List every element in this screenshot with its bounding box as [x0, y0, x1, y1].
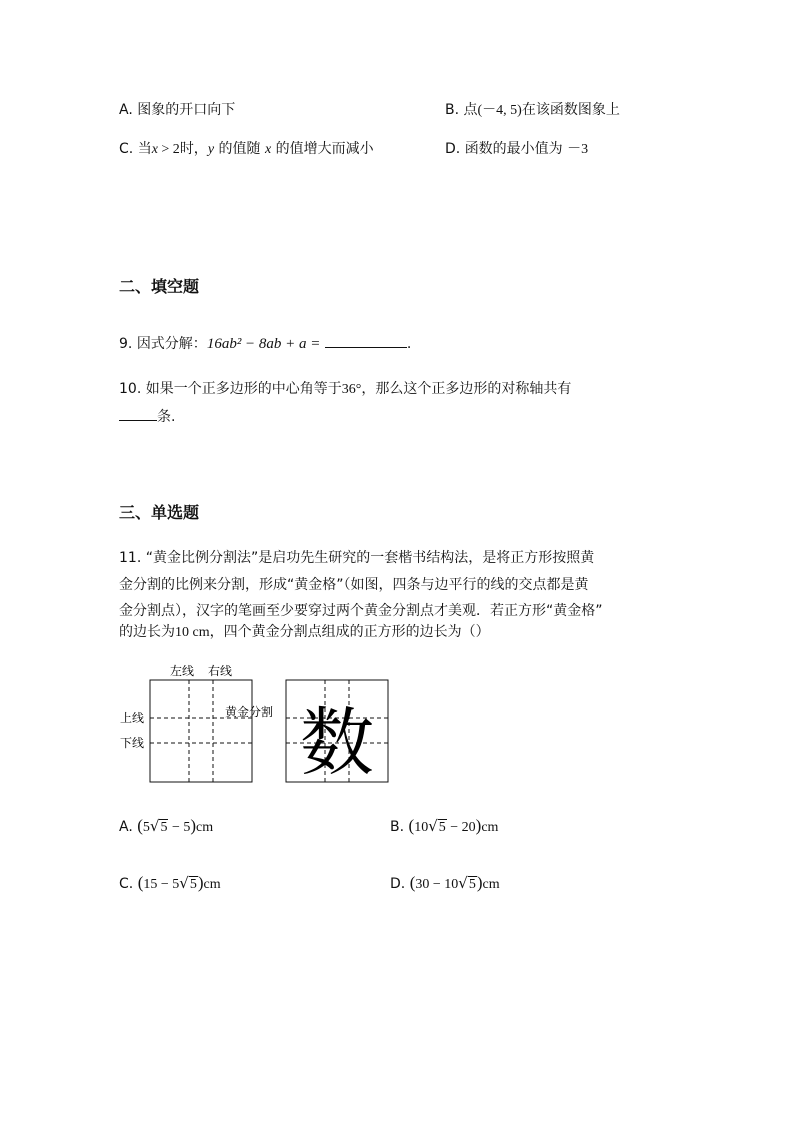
- q11-option-c: [119, 873, 221, 895]
- question-11-line4: [119, 622, 490, 643]
- option-letter: D.: [445, 141, 461, 157]
- q11-option-b: [390, 816, 498, 838]
- question-9: [119, 333, 411, 354]
- paren-open: (: [137, 873, 144, 892]
- option-text: 时，: [179, 141, 208, 157]
- paren-open: (: [137, 816, 143, 835]
- option-letter: A.: [119, 819, 133, 835]
- math-cond: > 2: [157, 142, 180, 157]
- answer-blank[interactable]: [119, 406, 157, 421]
- unit: cm: [196, 820, 214, 835]
- label-top-line: 上线: [120, 711, 145, 725]
- q11-option-a: [119, 816, 213, 838]
- option-letter: A.: [119, 102, 133, 118]
- question-text: ，四个黄金分割点组成的正方形的边长为（）: [209, 624, 490, 640]
- math-head: 15 − 5: [143, 877, 180, 892]
- punctuation: .: [406, 336, 412, 352]
- label-golden-section: 黄金分割: [225, 705, 274, 719]
- sqrt-symbol: √5: [458, 874, 476, 892]
- option-text: 图象的开口向下: [137, 102, 236, 118]
- sqrt-symbol: √5: [149, 817, 168, 835]
- question-text: 10. 如果一个正多边形的中心角等于: [119, 381, 342, 397]
- paren-close: ): [190, 816, 197, 835]
- section-title-fill-blank: 二、填空题: [119, 277, 200, 296]
- paren-open: (: [409, 873, 416, 892]
- paren-close: ): [197, 873, 204, 892]
- question-11-line3: 金分割点），汉字的笔画至少要穿过两个黄金分割点才美观．若正方形“黄金格”: [119, 603, 603, 619]
- point-coordinates: (－4, 5): [477, 103, 522, 118]
- math-value: 36°: [341, 382, 362, 397]
- paren-open: (: [408, 816, 415, 835]
- math-tail: − 20: [446, 820, 476, 835]
- math-coef: 10: [414, 820, 429, 835]
- label-right-line: 右线: [208, 664, 233, 678]
- answer-blank[interactable]: [325, 333, 407, 348]
- q8-option-d: [445, 139, 588, 160]
- math-var: x: [264, 142, 272, 157]
- math-coef: 5: [142, 820, 150, 835]
- q8-option-c: [119, 139, 374, 160]
- q8-option-a: [119, 100, 235, 120]
- unit: cm: [203, 877, 221, 892]
- question-text: 的边长为: [119, 624, 175, 640]
- golden-grid-figure: [115, 660, 395, 790]
- option-letter: D.: [390, 876, 406, 892]
- unit: cm: [482, 877, 500, 892]
- radicand: 5: [160, 820, 168, 835]
- q8-option-b: [445, 100, 620, 121]
- label-bottom-line: 下线: [120, 736, 145, 750]
- question-11-line2: 金分割的比例来分割，形成“黄金格”（如图，四条与边平行的线的交点都是黄: [119, 577, 589, 593]
- option-text: 的值增大而减小: [271, 141, 374, 157]
- question-text: 条.: [157, 409, 176, 425]
- unit: cm: [481, 820, 499, 835]
- question-11-line1: 11. “黄金比例分割法”是启功先生研究的一套楷书结构法，是将正方形按照黄: [119, 550, 595, 566]
- option-letter: C.: [119, 876, 134, 892]
- section-title-single-choice: 三、单选题: [119, 503, 200, 522]
- option-text: 当: [137, 141, 152, 157]
- label-left-line: 左线: [170, 664, 195, 678]
- math-expression: 16ab² − 8ab + a =: [206, 336, 321, 352]
- question-text: 因式分解：: [136, 336, 207, 352]
- option-text: 函数的最小值为: [464, 141, 563, 157]
- math-var: x: [151, 142, 158, 157]
- math-tail: − 5: [168, 820, 191, 835]
- paren-close: ): [475, 816, 482, 835]
- option-letter: B.: [445, 102, 460, 118]
- left-grid-square: [150, 680, 252, 782]
- question-text: ，那么这个正多边形的对称轴共有: [361, 381, 572, 397]
- radicand: 5: [189, 877, 197, 892]
- radicand: 5: [438, 820, 446, 835]
- question-number: 9.: [119, 336, 133, 352]
- math-value: －3: [567, 142, 589, 157]
- option-text: 的值随: [214, 141, 265, 157]
- option-letter: C.: [119, 141, 134, 157]
- radicand: 5: [468, 877, 476, 892]
- option-text: 在该函数图象上: [521, 102, 620, 118]
- sqrt-symbol: √5: [428, 817, 446, 835]
- option-text: 点: [463, 102, 478, 118]
- math-value: 10 cm: [175, 625, 210, 640]
- question-10-line2: [119, 406, 175, 427]
- paren-close: ): [476, 873, 483, 892]
- math-head: 30 − 10: [415, 877, 459, 892]
- sample-character: 数: [300, 700, 374, 786]
- sqrt-symbol: √5: [179, 874, 197, 892]
- question-10-line1: [119, 379, 571, 400]
- option-letter: B.: [390, 819, 405, 835]
- math-var: y: [207, 142, 215, 157]
- q11-option-d: [390, 873, 500, 895]
